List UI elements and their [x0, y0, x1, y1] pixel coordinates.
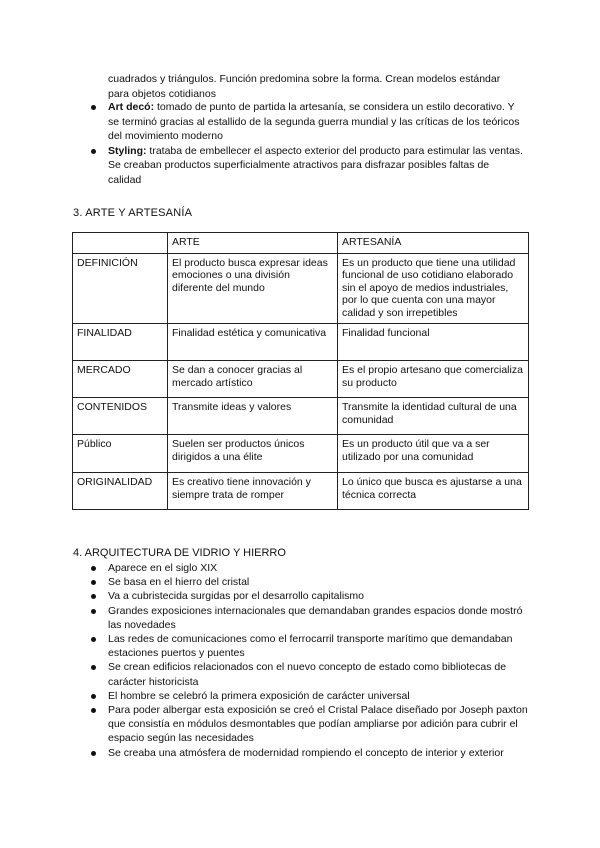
table-row: [73, 398, 529, 435]
section-heading-arquitectura: 4. ARQUITECTURA DE VIDRIO Y HIERRO: [73, 547, 286, 559]
bullet-icon: [91, 609, 96, 614]
bullet-icon: [91, 694, 96, 699]
table-cell: El producto busca expresar ideas emociones o una división diferente del mundo: [168, 253, 338, 324]
list-item-text: Aparece en el siglo XIX: [108, 562, 218, 574]
styles-list: [85, 100, 523, 187]
list-item-text: El hombre se celebró la primera exposición de carácter universal: [108, 689, 410, 702]
bullet-icon: [91, 751, 96, 756]
list-item: [85, 561, 530, 575]
table-cell: Es el propio artesano que comercializa su producto: [338, 361, 529, 398]
list-item: [85, 689, 530, 703]
table-header-cell: ARTESANÍA: [338, 233, 529, 254]
table-row: [73, 361, 529, 398]
table-header-row: [73, 233, 529, 254]
bullet-icon: [91, 594, 96, 599]
table-cell: Es un producto que tiene una utilidad funcional de uso cotidiano elaborado sin el apoyo de medios industriales, por lo que cuenta con una mayor calidad y son irrepetibles: [338, 253, 529, 324]
table-cell-label: MERCADO: [73, 361, 168, 398]
table-cell: Es un producto útil que va a ser utilizado por una comunidad: [338, 435, 529, 473]
list-item: [85, 746, 530, 760]
table-row: [73, 435, 529, 473]
bullet-icon: [91, 665, 96, 670]
list-item-text: Va a cubristecida surgidas por el desarrollo capitalismo: [108, 590, 365, 603]
list-item-text: trataba de embellecer el aspecto exterior del producto para estimular las ventas. Se creaban productos superficialmente atractivos para disfrazar posibles faltas de calidad: [108, 144, 523, 186]
bullet-icon: [91, 149, 96, 154]
list-item-text: Se crean edificios relacionados con el nuevo concepto de estado como bibliotecas de carácter historicista: [108, 661, 507, 688]
list-item: [85, 604, 530, 632]
list-item: [85, 575, 530, 589]
list-item-styling: [85, 144, 523, 188]
bullet-icon: [91, 566, 96, 571]
table-cell-label: ORIGINALIDAD: [73, 473, 168, 510]
list-item: [85, 589, 530, 603]
table-cell: Se dan a conocer gracias al mercado artístico: [168, 361, 338, 398]
list-item: [85, 660, 530, 688]
list-item-art-deco: [85, 100, 523, 144]
list-item-term: Styling:: [108, 144, 147, 157]
comparison-table: [72, 232, 529, 510]
table-row: [73, 324, 529, 361]
list-item-text: Se basa en el hierro del cristal: [108, 576, 250, 589]
table-cell: Transmite la identidad cultural de una comunidad: [338, 398, 529, 435]
bullet-icon: [91, 708, 96, 713]
list-continuation-text: cuadrados y triángulos. Función predomina sobre la forma. Crean modelos estándar para objetos cotidianos: [108, 73, 501, 100]
list-item-text: Las redes de comunicaciones como el ferrocarril transporte marítimo que demandaban estaciones puertos y puentes: [108, 633, 513, 660]
list-item-text: Para poder albergar esta exposición se creó el Cristal Palace diseñado por Joseph paxton que consistía en módulos desmontables que podían ampliarse por adición para cubrir el espacio según las necesidades: [108, 704, 528, 745]
table-cell: Finalidad funcional: [338, 324, 529, 361]
table-header-cell: [73, 233, 168, 254]
list-item: [85, 703, 530, 746]
list-item-text: tomado de punto de partida la artesanía, se considera un estilo decorativo. Y se terminó gracias al estallido de la segunda guerra mundial y las críticas de los teóricos del movimiento moderno: [108, 101, 520, 142]
table-row: [73, 253, 529, 324]
bullet-icon: [91, 637, 96, 642]
list-item-text: Grandes exposiciones internacionales que demandaban grandes espacios donde mostró las novedades: [108, 604, 523, 631]
table-cell: Transmite ideas y valores: [168, 398, 338, 435]
table-cell-label: CONTENIDOS: [73, 398, 168, 435]
list-item-term: Art decó:: [108, 101, 155, 113]
arquitectura-list: [85, 561, 530, 760]
table-cell: Es creativo tiene innovación y siempre trata de romper: [168, 473, 338, 510]
list-item: [85, 632, 530, 660]
table-cell-label: DEFINICIÓN: [73, 253, 168, 324]
table-header-cell: ARTE: [168, 233, 338, 254]
table-cell: Suelen ser productos únicos dirigidos a una élite: [168, 435, 338, 473]
bullet-icon: [91, 105, 96, 110]
table-cell: Finalidad estética y comunicativa: [168, 324, 338, 361]
table-cell-label: FINALIDAD: [73, 324, 168, 361]
table-row: [73, 473, 529, 510]
table-cell-label: Público: [73, 435, 168, 473]
section-heading-arte-artesania: 3. ARTE Y ARTESANÍA: [73, 207, 193, 219]
table-cell: Lo único que busca es ajustarse a una técnica correcta: [338, 473, 529, 510]
list-item-text: Se creaba una atmósfera de modernidad rompiendo el concepto de interior y exterior: [108, 746, 504, 759]
bullet-icon: [91, 580, 96, 585]
